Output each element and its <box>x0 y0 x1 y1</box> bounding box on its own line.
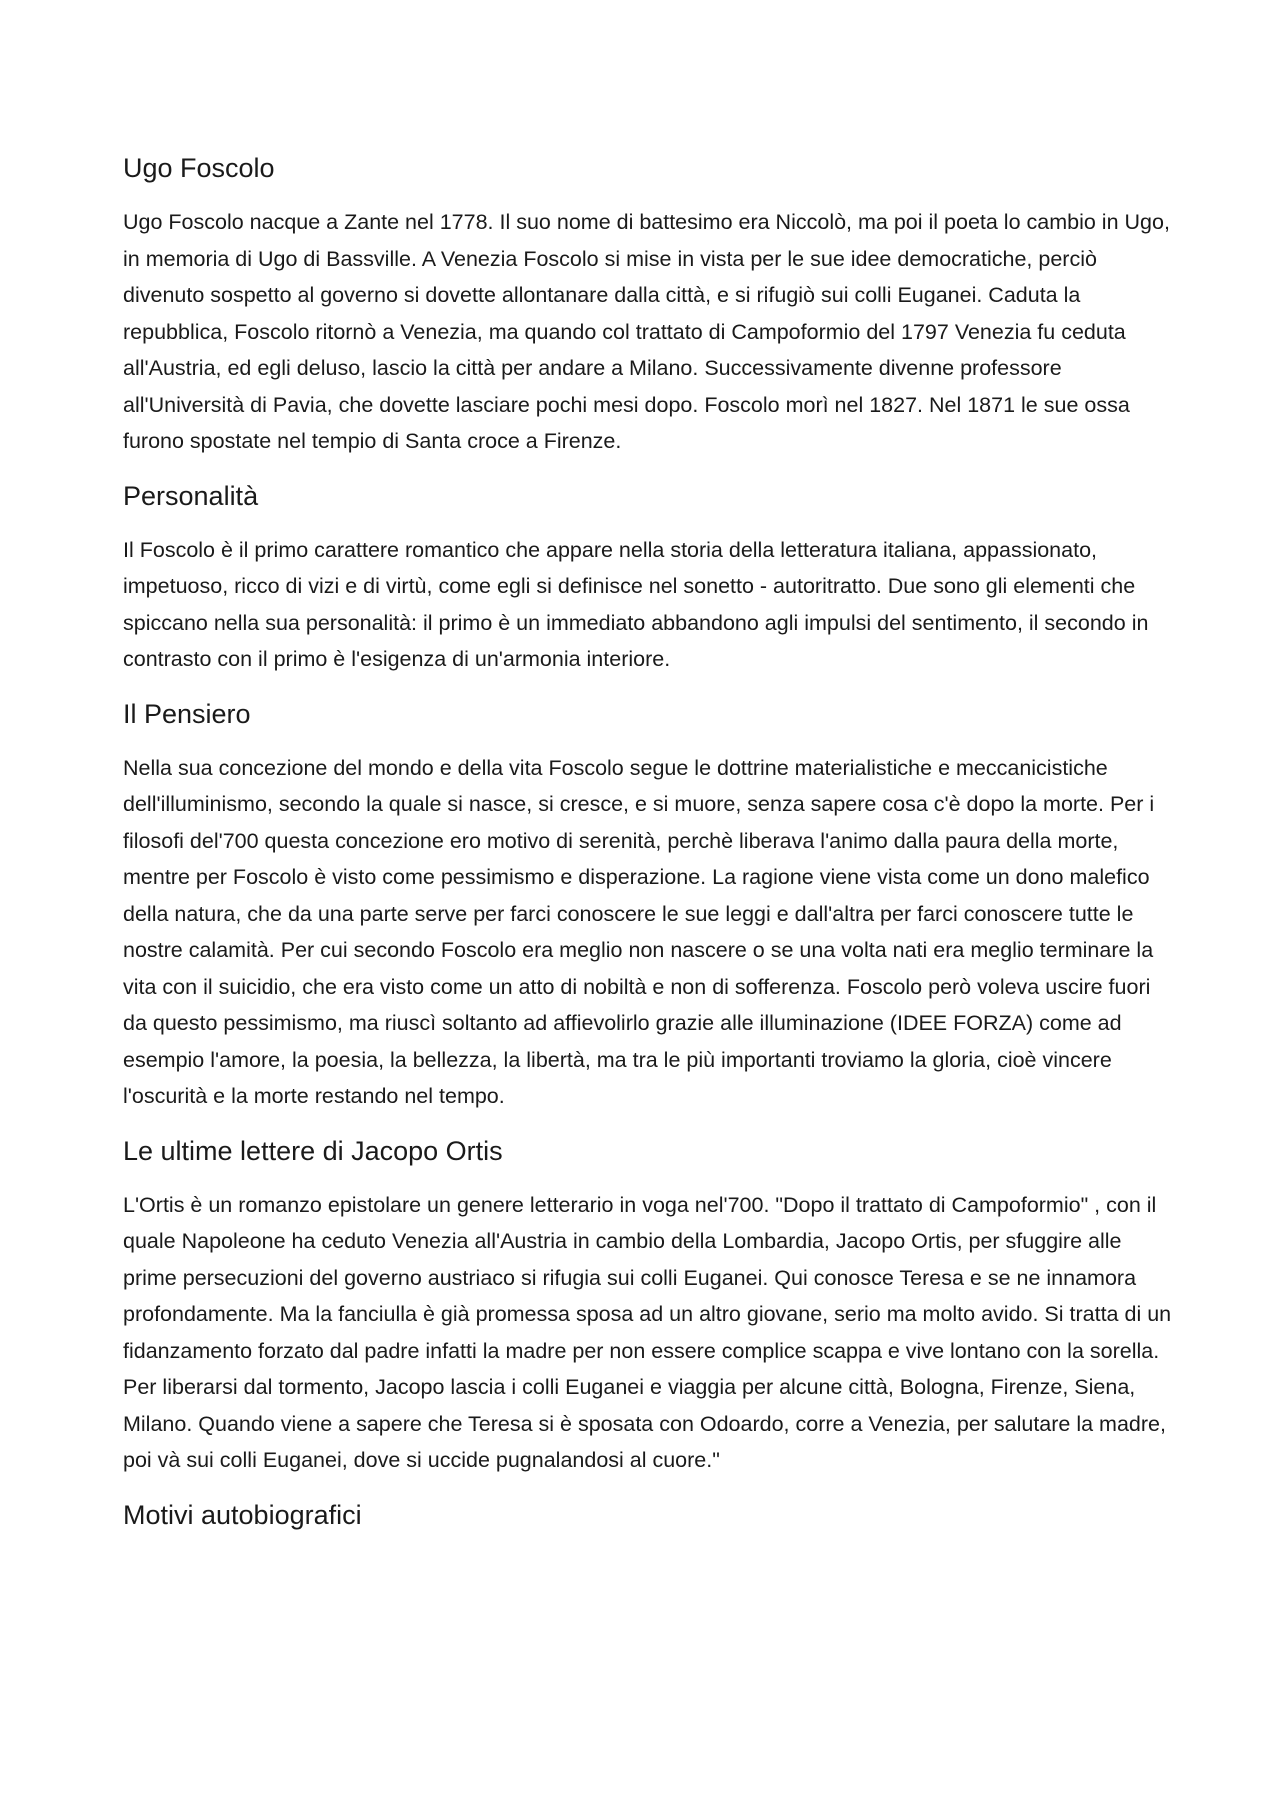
paragraph-biography: Ugo Foscolo nacque a Zante nel 1778. Il suo nome di battesimo era Niccolò, ma poi il poeta lo cambio in Ugo, in memoria di Ugo di Bassville. A Venezia Foscolo si mise in vista per le sue idee democratiche, perciò divenuto sospetto al governo si dovette allontanare dalla città, e si rifugiò sui colli Euganei. Caduta la repubblica, Foscolo ritornò a Venezia, ma quando col trattato di Campoformio del 1797 Venezia fu ceduta all'Austria, ed egli deluso, lascio la città per andare a Milano. Successivamente divenne professore all'Università di Pavia, che dovette lasciare pochi mesi dopo. Foscolo morì nel 1827. Nel 1871 le sue ossa furono spostate nel tempio di Santa croce a Firenze. <box>123 210 1170 453</box>
heading-ugo-foscolo: Ugo Foscolo <box>123 153 275 183</box>
heading-il-pensiero: Il Pensiero <box>123 698 251 729</box>
document-page <box>123 150 1173 1533</box>
paragraph-personalita: Il Foscolo è il primo carattere romantico che appare nella storia della letteratura italiana, appassionato, impetuoso, ricco di vizi e di virtù, come egli si definisce nel sonetto - autoritratto. Due sono gli elementi che spiccano nella sua personalità: il primo è un immediato abbandono agli impulsi del sentimento, il secondo in contrasto con il primo è l'esigenza di un'armonia interiore. <box>123 537 1149 671</box>
paragraph-jacopo-ortis: L'Ortis è un romanzo epistolare un genere letterario in voga nel'700. "Dopo il trattato di Campoformio" , con il quale Napoleone ha ceduto Venezia all'Austria in cambio della Lombardia, Jacopo Ortis, per sfuggire alle prime persecuzioni del governo austriaco si rifugia sui colli Euganei. Qui conosce Teresa e se ne innamora profondamente. Ma la fanciulla è già promessa sposa ad un altro giovane, serio ma molto avido. Si tratta di un fidanzamento forzato dal padre infatti la madre per non essere complice scappa e vive lontano con la sorella. Per liberarsi dal tormento, Jacopo lascia i colli Euganei e viaggia per alcune città, Bologna, Firenze, Siena, Milano. Quando viene a sapere che Teresa si è sposata con Odoardo, corre a Venezia, per salutare la madre, poi và sui colli Euganei, dove si uccide pugnalandosi al cuore." <box>123 1192 1172 1472</box>
heading-motivi-autobiografici: Motivi autobiografici <box>123 1499 362 1530</box>
paragraph-il-pensiero: Nella sua concezione del mondo e della vita Foscolo segue le dottrine materialistiche e meccanicistiche dell'illuminismo, secondo la quale si nasce, si cresce, e si muore, senza sapere cosa c'è dopo la morte. Per i filosofi del'700 questa concezione ero motivo di serenità, perchè liberava l'animo dalla paura della morte, mentre per Foscolo è visto come pessimismo e disperazione. La ragione viene vista come un dono malefico della natura, che da una parte serve per farci conoscere le sue leggi e dall'altra per farci conoscere tutte le nostre calamità. Per cui secondo Foscolo era meglio non nascere o se una volta nati era meglio terminare la vita con il suicidio, che era visto come un atto di nobiltà e non di sofferenza. Foscolo però voleva uscire fuori da questo pessimismo, ma riuscì soltanto ad affievolirlo grazie alle illuminazione (IDEE FORZA) come ad esempio l'amore, la poesia, la bellezza, la libertà, ma tra le più importanti troviamo la gloria, cioè vincere l'oscurità e la morte restando nel tempo. <box>123 755 1155 1108</box>
heading-personalita: Personalità <box>123 480 259 511</box>
heading-jacopo-ortis: Le ultime lettere di Jacopo Ortis <box>123 1135 503 1166</box>
